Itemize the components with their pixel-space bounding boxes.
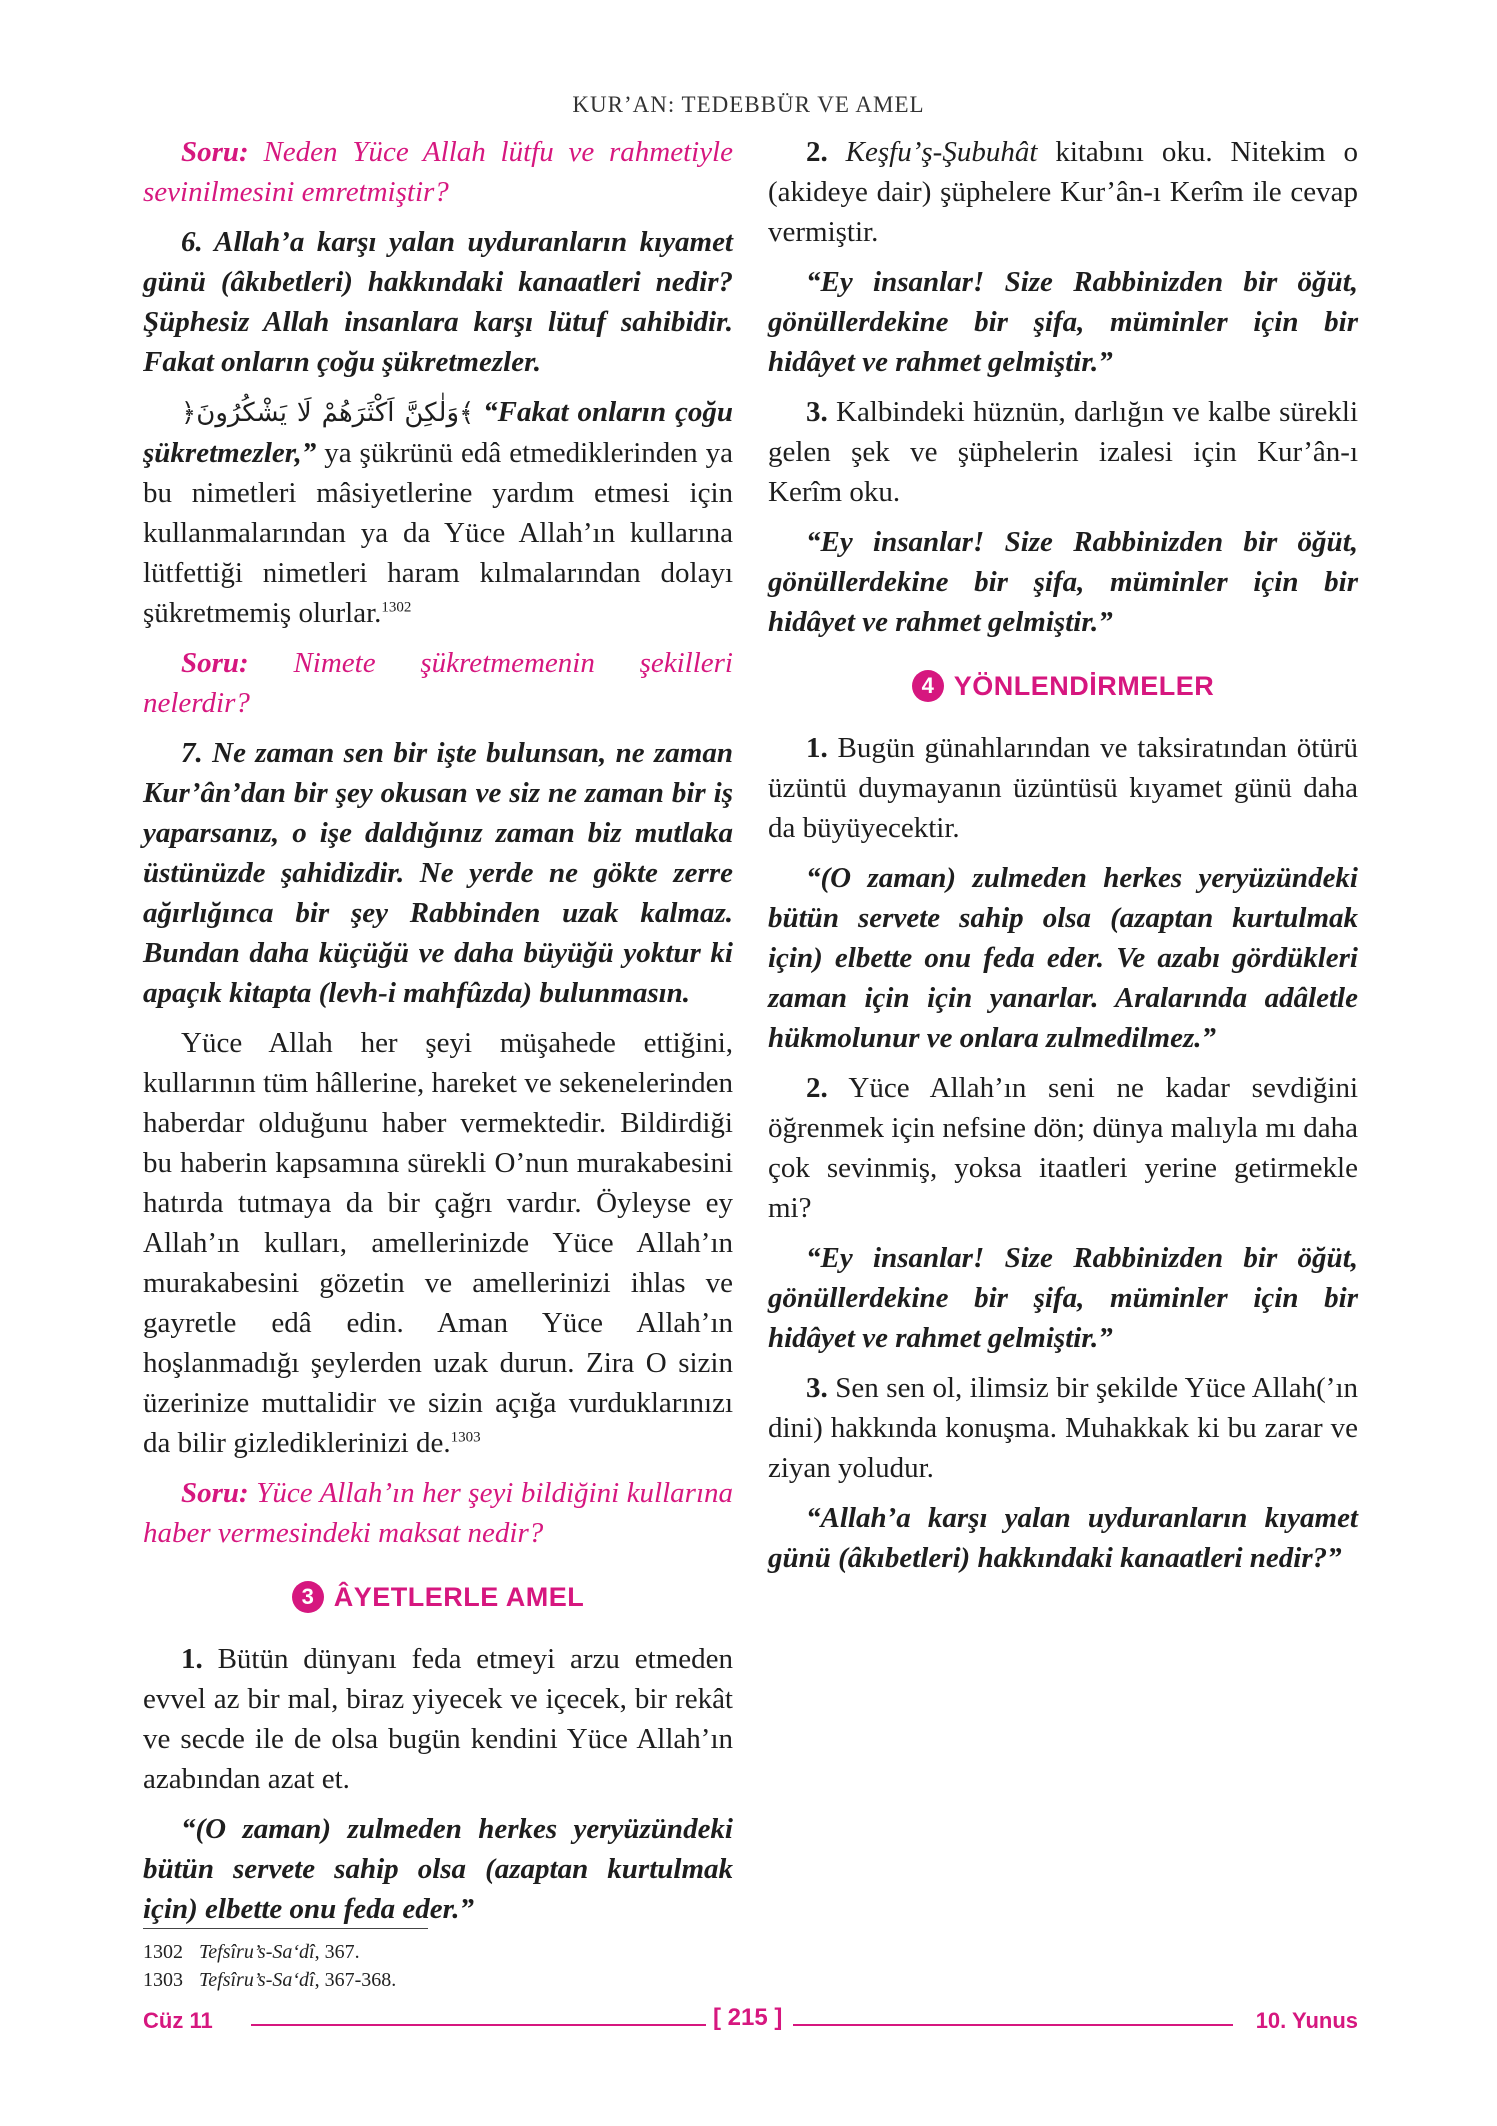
footer-rule-right xyxy=(793,2024,1233,2026)
guidance-quote-2: “Ey insanlar! Size Rabbinizden bir öğüt, gönüllerdekine bir şifa, müminler için bir hidâyet ve rahmet gelmiştir.” xyxy=(768,1242,1358,1354)
footnotes xyxy=(143,1938,743,1994)
guidance-item-3: 3. Sen sen ol, ilimsiz bir şekilde Yüce Allah(’ın dini) hakkında konuşma. Muhakkak ki bu zarar ve ziyan yoludur. xyxy=(768,1372,1358,1484)
amel-item-1: 1. Bütün dünyanı feda etmeyi arzu etmeden evvel az bir mal, biraz yiyecek ve içecek, bir rekât ve secde ile de olsa bugün kendini Yüce Allah’ın azabından azat et. xyxy=(143,1643,733,1795)
question-3: Soru: Yüce Allah’ın her şeyi bildiğini kullarına haber vermesindeki maksat nedir? xyxy=(143,1477,733,1549)
page-number: [ 215 ] xyxy=(713,2004,783,2031)
footer-juz: Cüz 11 xyxy=(143,2008,213,2033)
guidance-item-1: 1. Bugün günahlarından ve taksiratından ötürü üzüntü duymayanın üzüntüsü kıyamet günü daha da büyüyecektir. xyxy=(768,732,1358,844)
right-column xyxy=(768,132,1358,1588)
guidance-quote-1: “(O zaman) zulmeden herkes yeryüzündeki bütün servete sahip olsa (azaptan kurtulmak için) elbette onu feda eder. Ve azabı gördükleri zaman için için yanarlar. Aralarında adâletle hükmolunur ve onlara zulmedilmez.” xyxy=(768,862,1358,1054)
amel-item-3: 3. Kalbindeki hüznün, darlığın ve kalbe sürekli gelen şek ve şüphelerin izalesi için Kur’ân-ı Kerîm oku. xyxy=(768,396,1358,508)
section-title: YÖNLENDİRMELER xyxy=(953,670,1215,701)
footer-surah: 10. Yunus xyxy=(1255,2008,1358,2033)
footnote: 1303 Tefsîru’s-Sa‘dî, 367-368. xyxy=(143,1969,397,1991)
question-1: Soru: Neden Yüce Allah lütfu ve rahmetiyle sevinilmesini emretmiştir? xyxy=(143,136,733,208)
footnote-divider xyxy=(143,1928,428,1929)
arabic-verse: ﴿وَلٰكِنَّ اَكْثَرَهُمْ لَا يَشْكُرُونَ﴾ xyxy=(181,398,475,428)
section-4-heading xyxy=(768,670,1358,702)
amel-item-2: 2. Keşfu’ş-Şubuhât kitabını oku. Nitekim o (akideye dair) şüphelere Kur’ân-ı Kerîm ile cevap vermiştir. xyxy=(768,136,1358,248)
verse-item-7: 7. Ne zaman sen bir işte bulunsan, ne zaman Kur’ân’dan bir şey okusan ve siz ne zaman bir iş yaparsanız, o işe daldığınız zaman biz mutlaka üstünüzde şahidizdir. Ne yerde ne gökte zerre ağırlığınca bir şey Rabbinden uzak kalmaz. Bundan daha küçüğü ve daha büyüğü yoktur ki apaçık kitapta (levh-i mahfûzda) bulunmasın. xyxy=(143,737,733,1009)
commentary-1: ﴿وَلٰكِنَّ اَكْثَرَهُمْ لَا يَشْكُرُونَ﴾ “Fakat onların çoğu şükretmezler,” ya şükrünü edâ etmediklerinden ya bu nimetleri mâsiyetlerine yardım etmesi için kullanmalarından ya da Yüce Allah’ın kullarına lütfettiği nimetleri haram kılmalarından dolayı şükretmemiş olurlar.$^{1302}$ xyxy=(143,396,733,629)
verse-item-6: 6. Allah’a karşı yalan uyduranların kıyamet günü (âkıbetleri) hakkındaki kanaatleri nedir? Şüphesiz Allah insanlara karşı lütuf sahibidir. Fakat onların çoğu şükretmezler. xyxy=(143,226,733,378)
guidance-item-2: 2. Yüce Allah’ın seni ne kadar sevdiğini öğrenmek için nefsine dön; dünya malıyla mı daha çok sevinmiş, yoksa itaatleri yerine getirmekle mi? xyxy=(768,1072,1358,1224)
guidance-quote-3: “Allah’a karşı yalan uyduranların kıyamet günü (âkıbetleri) hakkındaki kanaatleri nedir?” xyxy=(768,1502,1358,1574)
page-footer xyxy=(143,2004,1358,2040)
question-2: Soru: Nimete şükretmemenin şekilleri nelerdir? xyxy=(143,647,733,719)
amel-quote-1: “(O zaman) zulmeden herkes yeryüzündeki bütün servete sahip olsa (azaptan kurtulmak için) elbette onu feda eder.” xyxy=(143,1813,733,1925)
section-title: ÂYETLERLE AMEL xyxy=(333,1581,585,1612)
section-number-badge: 4 xyxy=(912,670,944,702)
running-head: KUR’AN: TEDEBBÜR VE AMEL xyxy=(572,92,925,117)
footnote: 1302 Tefsîru’s-Sa‘dî, 367. xyxy=(143,1941,360,1963)
section-3-heading xyxy=(143,1581,733,1613)
amel-quote-3: “Ey insanlar! Size Rabbinizden bir öğüt, gönüllerdekine bir şifa, müminler için bir hidâyet ve rahmet gelmiştir.” xyxy=(768,526,1358,638)
commentary-2: Yüce Allah her şeyi müşahede ettiğini, kullarının tüm hâllerine, hareket ve sekenelerinden haberdar olduğunu haber vermektedir. Bildirdiği bu haberin kapsamına sürekli O’nun murakabesini hatırda tutmaya da bir çağrı vardır. Öyleyse ey Allah’ın kulları, amellerinizde Yüce Allah’ın murakabesini gözetin ve amellerinizi ihlas ve gayretle edâ edin. Aman Yüce Allah’ın hoşlanmadığı şeylerden uzak durun. Zira O sizin üzerinize muttalidir ve sizin açığa vurduklarınızı da bilir gizlediklerinizi de.$^{1303}$ xyxy=(143,1027,733,1459)
footnote-ref-1302: 1302 xyxy=(381,599,412,616)
left-column xyxy=(143,132,733,1939)
footnote-ref-1303: 1303 xyxy=(450,1429,481,1446)
section-number-badge: 3 xyxy=(292,1581,324,1613)
footer-rule-left xyxy=(251,2024,706,2026)
amel-quote-2: “Ey insanlar! Size Rabbinizden bir öğüt, gönüllerdekine bir şifa, müminler için bir hidâyet ve rahmet gelmiştir.” xyxy=(768,266,1358,378)
